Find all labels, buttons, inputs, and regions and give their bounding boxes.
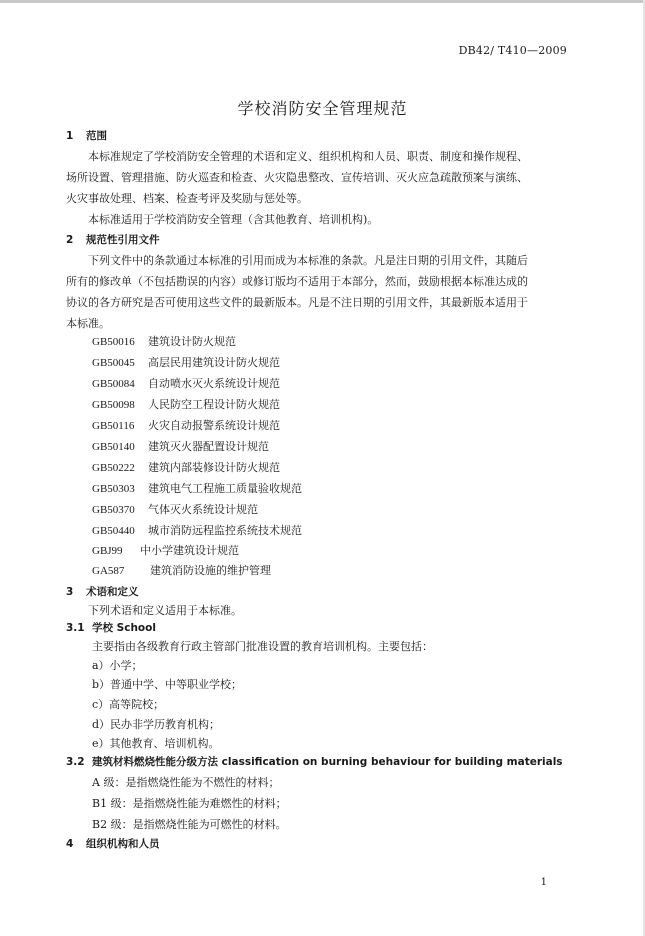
- section-number: 2: [66, 234, 74, 246]
- reference-code: GB50140: [92, 441, 135, 453]
- paragraph-line: 下列文件中的条款通过本标准的引用而成为本标准的条款。凡是注日期的引用文件，其随后: [88, 254, 528, 267]
- reference-item: [92, 354, 280, 370]
- reference-code: GB50116: [92, 420, 135, 432]
- paragraph-line: 场所设置、管理措施、防火巡查和检查、火灾隐患整改、宣传培训、灭火应急疏散预案与演练、: [66, 171, 528, 184]
- reference-item: [92, 501, 258, 517]
- section-number: 4: [66, 838, 74, 850]
- section-title: 规范性引用文件: [86, 234, 160, 246]
- paragraph-line: 本标准适用于学校消防安全管理（含其他教育、培训机构)。: [88, 213, 379, 226]
- list-item: d）民办非学历教育机构；: [92, 718, 221, 731]
- reference-title: 气体灭火系统设计规范: [148, 503, 258, 516]
- paragraph-line: 下列术语和定义适用于本标准。: [88, 604, 242, 617]
- reference-title: 火灾自动报警系统设计规范: [148, 419, 280, 432]
- reference-item: [92, 417, 280, 433]
- list-item: B1 级：是指燃烧性能为难燃性的材料；: [92, 797, 287, 810]
- reference-code: GB50370: [92, 504, 135, 516]
- list-item: c）高等院校；: [92, 698, 165, 711]
- subsection-3-2-heading: [66, 754, 563, 769]
- paragraph-line: 本标准。: [66, 317, 110, 330]
- section-title: 范围: [86, 130, 107, 142]
- reference-title: 建筑设计防火规范: [148, 335, 236, 348]
- reference-title: 建筑消防设施的维护管理: [150, 564, 271, 577]
- reference-title: 建筑灭火器配置设计规范: [148, 440, 269, 453]
- section-title: 组织机构和人员: [86, 838, 160, 850]
- subsection-3-1-heading: [66, 620, 156, 635]
- paragraph-line: 所有的修改单（不包括勘误的内容）或修订版均不适用于本部分，然而，鼓励根据本标准达成的: [66, 275, 528, 288]
- reference-title: 自动喷水灭火系统设计规范: [148, 377, 280, 390]
- reference-code: GB50440: [92, 525, 135, 537]
- reference-item: [92, 333, 236, 349]
- subsection-title: 建筑材料燃烧性能分级方法 classification on burning behaviour for building materials: [92, 756, 563, 768]
- section-2-heading: [66, 232, 160, 247]
- reference-item: [92, 542, 239, 558]
- section-title: 术语和定义: [86, 586, 139, 598]
- paragraph-line: 火灾事故处理、档案、检查考评及奖励与惩处等。: [66, 192, 308, 205]
- reference-code: GB50084: [92, 378, 135, 390]
- page-number: 1: [540, 877, 547, 888]
- reference-item: [92, 375, 280, 391]
- list-item: B2 级：是指燃烧性能为可燃性的材料。: [92, 818, 287, 831]
- reference-item: [92, 438, 269, 454]
- reference-code: GA587: [92, 565, 125, 577]
- reference-item: [92, 480, 302, 496]
- reference-title: 高层民用建筑设计防火规范: [148, 356, 280, 369]
- section-1-heading: [66, 128, 107, 143]
- page-title: 学校消防安全管理规范: [237, 99, 408, 118]
- paragraph-line: 协议的各方研究是否可使用这些文件的最新版本。凡是不注日期的引用文件，其最新版本适用于: [66, 296, 528, 309]
- scan-top-edge: [0, 0, 645, 3]
- section-4-heading: [66, 836, 160, 851]
- reference-title: 中小学建筑设计规范: [140, 544, 239, 557]
- reference-item: [92, 459, 280, 475]
- subsection-number: 3.1: [66, 622, 85, 634]
- reference-code: GB50222: [92, 462, 135, 474]
- section-3-heading: [66, 584, 139, 599]
- section-number: 1: [66, 130, 74, 142]
- paragraph-line: 本标准规定了学校消防安全管理的术语和定义、组织机构和人员、职责、制度和操作规程、: [88, 150, 528, 163]
- reference-title: 建筑电气工程施工质量验收规范: [148, 482, 302, 495]
- reference-code: GB50045: [92, 357, 135, 369]
- section-number: 3: [66, 586, 74, 598]
- reference-item: [92, 396, 280, 412]
- reference-code: GBJ99: [92, 545, 123, 557]
- list-item: b）普通中学、中等职业学校；: [92, 678, 243, 691]
- reference-code: GB50016: [92, 336, 135, 348]
- reference-code: GB50303: [92, 483, 135, 495]
- subsection-title: 学校 School: [92, 622, 156, 634]
- document-code: DB42/ T410—2009: [458, 44, 567, 57]
- list-item: A 级：是指燃烧性能为不燃性的材料；: [92, 776, 280, 789]
- reference-item: [92, 522, 302, 538]
- list-item: a）小学；: [92, 659, 143, 672]
- reference-title: 人民防空工程设计防火规范: [148, 398, 280, 411]
- paragraph-line: 主要指由各级教育行政主管部门批准设置的教育培训机构。主要包括：: [92, 640, 433, 653]
- reference-title: 城市消防远程监控系统技术规范: [148, 524, 302, 537]
- reference-item: [92, 562, 271, 578]
- reference-code: GB50098: [92, 399, 135, 411]
- subsection-number: 3.2: [66, 756, 85, 768]
- reference-title: 建筑内部装修设计防火规范: [148, 461, 280, 474]
- list-item: e）其他教育、培训机构。: [92, 737, 220, 750]
